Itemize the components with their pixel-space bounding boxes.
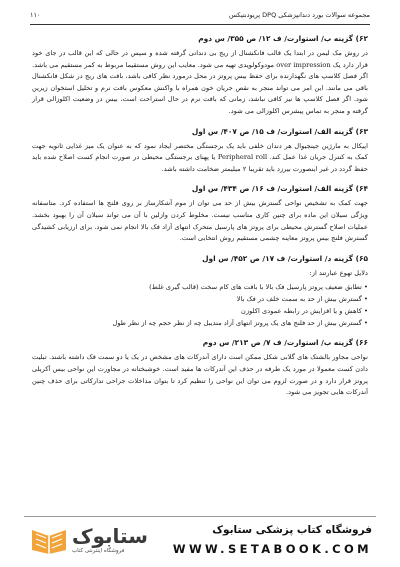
question-62 bbox=[32, 34, 368, 118]
logo-wordmark: ستابوک bbox=[72, 524, 148, 548]
page-header bbox=[30, 8, 370, 22]
setabook-logo bbox=[30, 524, 168, 558]
list-item: • گسترش بیش از حد فلنج های یک پروتز انتهای آزاد مندیبل چه از نظر حجم چه از نظر طول bbox=[112, 319, 368, 328]
list-item: • گسترش بیش از حد به سمت خلف در فک بالا bbox=[236, 295, 368, 304]
question-65 bbox=[32, 254, 368, 330]
page-footer bbox=[24, 520, 376, 562]
book-logo-icon bbox=[30, 524, 68, 554]
running-title: مجموعه سوالات بورد دندانپزشکی DPQ پریودنتیکس bbox=[229, 11, 370, 19]
store-url[interactable]: WWW.SETABOOK.COM bbox=[172, 542, 372, 556]
question-answer bbox=[32, 268, 368, 330]
answer-paragraph: در روش مک لیمن در ابتدا یک قالب فانکشنال از ریج بی دندانی گرفته شده و سپس در حالی که این قالب در جای خود قرار دارد یک over impression مودوکولویدی تهیه می شود. معایب این روش مستقیما مربوط به کمر مستقیم می باشد. اگر فصل کلاسپ های نگهدارنده برای حفظ بیس پروتز در محل درمورد نظر کافی باشد، بافت های ریج در شکل فانکشنال باقی می مانند. این امر می تواند منجر به نقص جریان خون همراه با واکنش معکوس بافت نرم و تحلیل استخوان زیرین شود. اگر فصل کلاسپ ها نیز کافی نباشد، زمانی که بافت نرم در حال استراحت است، بیس در وضعیت اکلوزالی قرار گرفته و منجر به تماس پیشرس اکلوزالی می شود. bbox=[32, 49, 368, 115]
question-63 bbox=[32, 127, 368, 176]
answer-paragraph: جهت کمک به تشخیص نواحی گسترش بیش از حد می توان از موم آشکارساز بر روی فلنج ها استفاده کرد. متاسفانه ویژگی سیلان این ماده برای چنین کاری مناسب نیست. مخلوط کردن وازلین با آن می تواند سیلان آن را بهبود بخشد. عملیات اصلاح گسترش محیطی برای پروتز های پارسیل متحرک انتهای آزاد فک بالا انجام نمی شود. برای ارزیابی کشیدگی گسترش فلنج بیس پروتز معاینه چشمی مستقیم روش انتخابی است. bbox=[32, 199, 368, 243]
list-item: • کاهش و یا افزایش در رابطه عمودی اکلوزن bbox=[241, 307, 368, 316]
reasons-list bbox=[32, 281, 368, 329]
question-66 bbox=[32, 338, 368, 398]
list-item: • تطابق ضعیف پروتز پارسیل فک بالا با بافت های کام سخت (قالب گیری غلط) bbox=[149, 283, 368, 292]
answer-paragraph: نواحی مجاور بالشتک های گلابی شکل ممکن است دارای آندرکات های مشخص در یک یا دو سمت فک داشته باشند. تبلیت دادن کست معمولا در مورد یک طرفه در حذف این آندرکات ها مفید است. خوشبختانه در مجاورت این نواحی بیس آکریلی پروتز قرار دارد و در صورت لزوم می توان این نواحی را تنظیم کرد تا بتوان مداخلات جراحی تدارکاتی برای حذف چنین آندرکات هایی تجویز می شود. bbox=[32, 353, 368, 397]
store-name: فروشگاه کتاب پزشکی ستابوک bbox=[212, 524, 372, 536]
page-content bbox=[32, 34, 368, 408]
answer-paragraph: اپیکال به مارژین جینجیوال هر دندان خلفی باید یک برجستگی مختصر ایجاد نمود که به عنوان یک میز غذایی ثانویه جهت کمک به کنترل جریان غذا عمل کند. Peripheral roll یا پهنای برجستگی محیطی در صورت انجام کست اصلاح شده باید حفظ گردد در غیر اینصورت بیرزد باید تقریبا ۲ میلیمتر ضخامت داشته باشد. bbox=[32, 141, 368, 173]
question-heading: ۶۶) گزینه ب/ استوارت/ ف ۷/ ص ۲۱۳/ س دوم bbox=[202, 338, 368, 348]
logo-tagline: فروشگاه اینترنتی کتاب bbox=[72, 548, 125, 554]
question-answer bbox=[32, 352, 368, 398]
question-answer bbox=[32, 141, 368, 176]
question-heading: ۶۵) گزینه د/ استوارت/ ف ۱۷/ ص ۴۵۲/ س اول bbox=[202, 253, 368, 263]
footer-divider bbox=[24, 516, 376, 517]
question-answer bbox=[32, 198, 368, 244]
question-heading: ۶۲) گزینه ب/ استوارت/ ف ۱۲/ ص ۳۵۵/ س دوم bbox=[198, 34, 368, 43]
question-answer bbox=[32, 48, 368, 118]
question-64 bbox=[32, 184, 368, 244]
header-divider bbox=[30, 24, 370, 25]
answer-paragraph: دلایل تهوع عبارتند از: bbox=[309, 268, 368, 277]
question-heading: ۶۳) گزینه الف/ استوارت/ ف ۱۵/ ص ۴۰۷/ س اول bbox=[191, 126, 368, 136]
page-number: ۱۱۰ bbox=[30, 11, 41, 19]
question-heading: ۶۴) گزینه الف/ استوارت/ ف ۱۶/ ص ۴۳۴/ س اول bbox=[191, 184, 368, 194]
